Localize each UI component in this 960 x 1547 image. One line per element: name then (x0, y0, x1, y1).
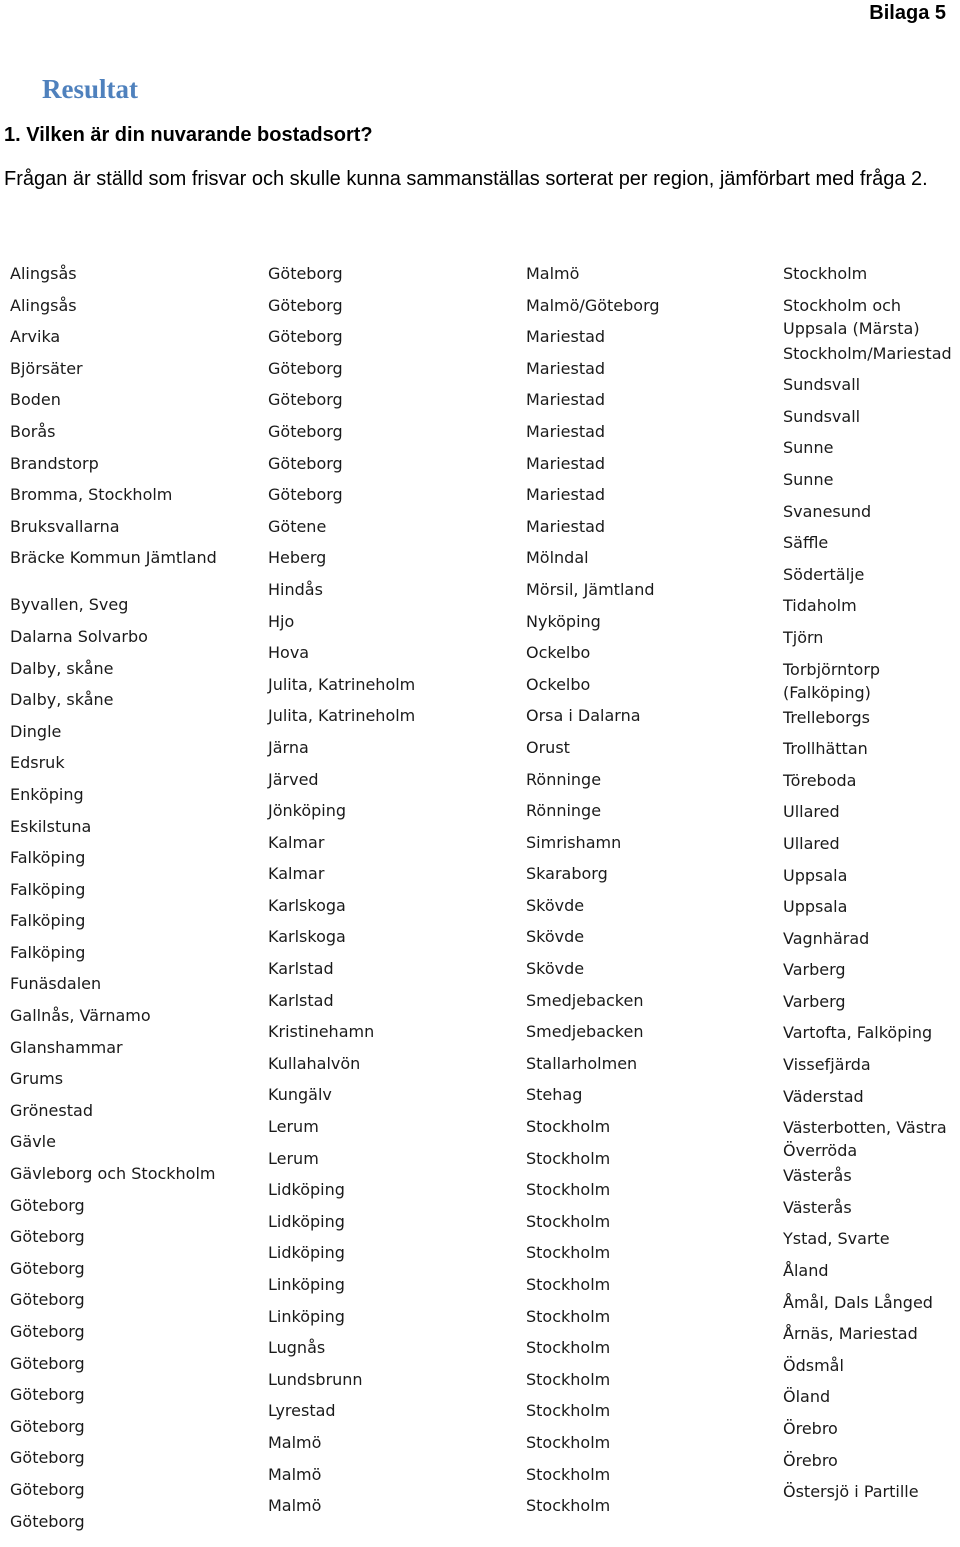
location-item: Göteborg (10, 1258, 85, 1278)
location-item: Mölndal (526, 548, 589, 568)
location-item: Göteborg (10, 1511, 85, 1531)
location-item: Göteborg (10, 1322, 85, 1341)
location-item: Falköping (10, 911, 86, 931)
location-item: Mariestad (526, 421, 606, 441)
location-item: Simrishamn (526, 832, 622, 852)
location-item: Lidköping (268, 1211, 345, 1231)
location-item: Lyrestad (268, 1401, 336, 1421)
location-item: Stockholm (526, 1432, 611, 1452)
location-item: Linköping (268, 1306, 345, 1326)
location-item: Byvallen, Sveg (10, 595, 129, 615)
location-item: Järna (268, 737, 309, 757)
location-item: Göteborg (10, 1385, 85, 1405)
location-item: Lerum (268, 1117, 319, 1137)
location-item: Sunne (783, 438, 834, 458)
location-item: Södertälje (783, 564, 865, 584)
location-item: Falköping (10, 942, 86, 962)
location-item: Töreboda (783, 770, 857, 790)
location-item: Rönninge (526, 801, 602, 821)
location-item: Sundsvall (783, 406, 861, 426)
location-item: Sundsvall (783, 375, 861, 395)
location-item: Stockholm (526, 1148, 611, 1168)
location-item: Torbjörntorp (Falköping) (783, 659, 881, 702)
location-item: Mariestad (526, 390, 606, 410)
location-item: Göteborg (10, 1290, 85, 1310)
location-item: Ockelbo (526, 674, 591, 694)
location-item: Stockholm (783, 264, 868, 283)
location-item: Åmål, Dals Långed (783, 1292, 933, 1312)
location-item: Göteborg (10, 1353, 85, 1373)
location-item: Trelleborgs (783, 707, 870, 727)
location-item: Åland (783, 1261, 829, 1281)
location-item: Boden (10, 390, 61, 410)
location-item: Ystad, Svarte (783, 1229, 890, 1249)
location-item: Orsa i Dalarna (526, 706, 641, 726)
location-item: Rönninge (526, 769, 602, 789)
intro-paragraph: Frågan är ställd som frisvar och skulle kunna sammanställas sorterat per region, jämförbart med fråga 2. (4, 168, 928, 190)
location-item: Stockholm (526, 1306, 611, 1326)
location-item: Järved (268, 769, 319, 789)
location-item: Uppsala (783, 865, 848, 885)
location-item: Kristinehamn (268, 1022, 375, 1042)
location-item: Svanesund (783, 501, 872, 521)
location-item: Malmö (268, 1496, 322, 1516)
location-item: Stockholm (526, 1180, 611, 1200)
location-item: Årnäs, Mariestad (783, 1324, 918, 1344)
location-item: Julita, Katrineholm (268, 674, 416, 694)
location-item: Varberg (783, 991, 846, 1011)
location-item: Enköping (10, 784, 84, 804)
location-item: Funäsdalen (10, 974, 102, 994)
locations-column-4 (783, 260, 958, 1510)
location-item: Edsruk (10, 753, 65, 773)
location-item: Eskilstuna (10, 816, 92, 836)
location-item: Stockholm (526, 1275, 611, 1294)
location-item: Skövde (526, 927, 585, 947)
location-item: Tidaholm (783, 596, 857, 616)
location-item: Grönestad (10, 1100, 93, 1120)
location-item: Göteborg (10, 1227, 85, 1247)
location-item: Tjörn (783, 627, 824, 647)
location-item: Lerum (268, 1148, 319, 1168)
location-item: Grums (10, 1069, 64, 1089)
location-item: Stehag (526, 1085, 583, 1105)
location-item: Brandstorp (10, 453, 99, 473)
location-item: Falköping (10, 879, 86, 899)
location-item: Glanshammar (10, 1037, 123, 1057)
location-item: Stockholm (526, 1401, 611, 1421)
location-item: Skövde (526, 895, 585, 915)
location-item: Varberg (783, 960, 846, 980)
location-item: Smedjebacken (526, 1022, 644, 1042)
location-item: Skövde (526, 959, 585, 979)
location-item: Kalmar (268, 832, 325, 852)
location-item: Stockholm och Uppsala (Märsta) (783, 295, 920, 338)
location-item: Vartofta, Falköping (783, 1023, 933, 1043)
location-item: Göteborg (10, 1479, 85, 1499)
locations-column-1 (10, 260, 250, 1539)
location-item: Alingsås (10, 264, 77, 283)
location-item: Karlstad (268, 990, 334, 1010)
location-item: Örebro (783, 1450, 838, 1470)
locations-column-3 (526, 260, 766, 1524)
appendix-label: Bilaga 5 (869, 2, 946, 24)
location-item: Göteborg (268, 421, 343, 441)
location-item: Malmö/Göteborg (526, 295, 660, 315)
location-item: Dalby, skåne (10, 690, 114, 710)
section-title: Resultat (42, 74, 138, 104)
location-item: Stockholm (526, 1369, 611, 1389)
location-item: Hjo (268, 611, 295, 631)
location-item: Stockholm (526, 1117, 611, 1137)
location-item: Malmö (526, 264, 580, 283)
location-item: Mariestad (526, 485, 606, 505)
location-item: Vissefjärda (783, 1055, 871, 1075)
location-item: Dingle (10, 721, 62, 741)
location-item: Lugnås (268, 1338, 326, 1358)
location-item: Borås (10, 421, 56, 441)
location-item: Dalarna Solvarbo (10, 626, 148, 646)
location-item: Mariestad (526, 516, 606, 536)
location-item: Stallarholmen (526, 1053, 638, 1073)
location-item: Göteborg (268, 295, 343, 315)
location-item: Ullared (783, 833, 840, 853)
location-item: Falköping (10, 848, 86, 868)
location-item: Vagnhärad (783, 928, 870, 948)
location-item: Bräcke Kommun Jämtland (10, 548, 217, 568)
location-item: Bruksvallarna (10, 516, 120, 536)
location-item: Dalby, skåne (10, 658, 114, 678)
location-item: Gävle (10, 1132, 56, 1152)
location-item: Göteborg (10, 1448, 85, 1468)
location-item: Stockholm (526, 1464, 611, 1484)
location-item: Lidköping (268, 1243, 345, 1263)
locations-column-2 (268, 260, 508, 1524)
location-item: Hova (268, 643, 310, 663)
location-item: Smedjebacken (526, 990, 644, 1010)
location-item: Orust (526, 737, 570, 757)
location-item: Kullahalvön (268, 1053, 361, 1073)
location-item: Ödsmål (783, 1355, 844, 1375)
location-item: Göteborg (268, 485, 343, 505)
location-item: Trollhättan (783, 739, 868, 759)
location-item: Julita, Katrineholm (268, 706, 416, 726)
location-item: Kungälv (268, 1085, 332, 1105)
location-item: Karlskoga (268, 927, 346, 947)
location-item: Öland (783, 1387, 831, 1407)
location-item: Väderstad (783, 1086, 864, 1106)
location-item: Ockelbo (526, 643, 591, 663)
location-item: Västerås (783, 1197, 852, 1217)
location-item: Mörsil, Jämtland (526, 579, 655, 599)
location-item: Linköping (268, 1275, 345, 1294)
location-item: Stockholm (526, 1338, 611, 1358)
location-item: Jönköping (268, 801, 347, 821)
location-item: Björsäter (10, 358, 83, 378)
location-item: Malmö (268, 1432, 322, 1452)
location-item: Stockholm (526, 1211, 611, 1231)
location-item: Stockholm (526, 1496, 611, 1516)
location-item: Göteborg (268, 358, 343, 378)
location-item: Mariestad (526, 327, 606, 347)
location-item: Östersjö i Partille (783, 1482, 919, 1502)
location-item: Ullared (783, 802, 840, 822)
location-item: Alingsås (10, 295, 77, 315)
location-item: Örebro (783, 1419, 838, 1438)
location-item: Skaraborg (526, 864, 608, 884)
location-item: Stockholm (526, 1243, 611, 1263)
location-item: Västerås (783, 1166, 852, 1186)
location-item: Mariestad (526, 453, 606, 473)
location-item: Göteborg (268, 264, 343, 283)
location-item: Kalmar (268, 864, 325, 884)
location-item: Stockholm/Mariestad (783, 343, 952, 363)
location-item: Säffle (783, 533, 829, 553)
location-item: Göteborg (268, 453, 343, 473)
location-item: Heberg (268, 548, 327, 568)
location-item: Mariestad (526, 358, 606, 378)
location-item: Göteborg (268, 327, 343, 347)
location-item: Göteborg (10, 1195, 85, 1215)
location-item: Lidköping (268, 1180, 345, 1200)
location-item: Bromma, Stockholm (10, 485, 173, 505)
location-item: Gävleborg och Stockholm (10, 1164, 216, 1184)
location-item: Arvika (10, 327, 61, 347)
location-item: Västerbotten, Västra Överröda (783, 1118, 947, 1161)
location-item: Nyköping (526, 611, 601, 631)
location-item: Karlskoga (268, 895, 346, 915)
location-item: Sunne (783, 469, 834, 489)
location-item: Karlstad (268, 959, 334, 979)
location-item: Gallnås, Värnamo (10, 1006, 151, 1026)
location-item: Göteborg (10, 1416, 85, 1436)
location-item: Göteborg (268, 390, 343, 410)
location-item: Uppsala (783, 897, 848, 917)
question-heading: 1. Vilken är din nuvarande bostadsort? (4, 124, 373, 146)
location-item: Malmö (268, 1464, 322, 1484)
location-item: Hindås (268, 579, 323, 599)
location-item: Götene (268, 516, 327, 536)
location-item: Lundsbrunn (268, 1369, 363, 1389)
